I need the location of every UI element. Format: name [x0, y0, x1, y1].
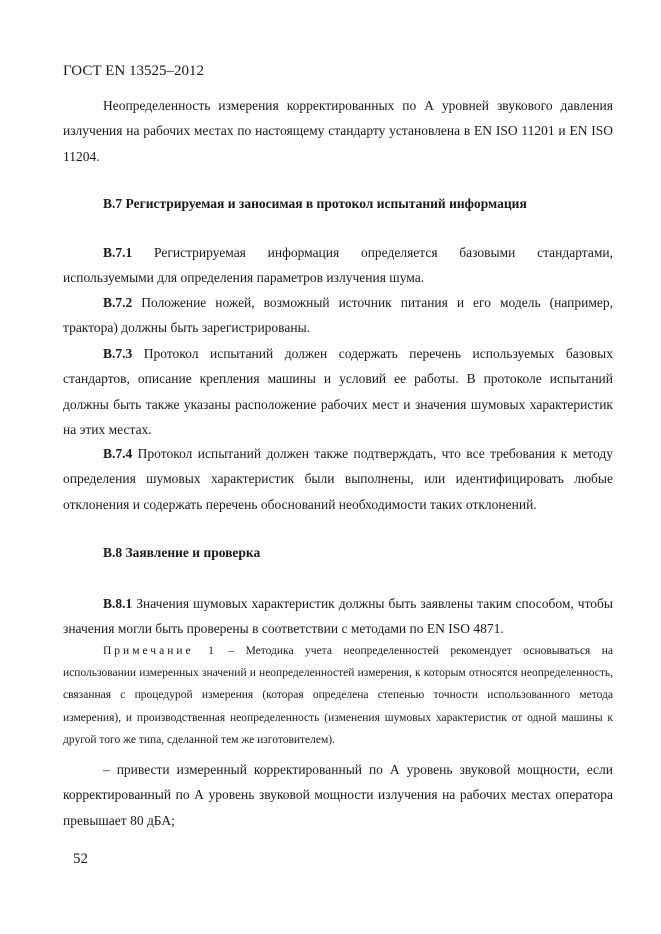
- note-1: [63, 640, 613, 751]
- clause-number: В.7.3: [103, 346, 133, 361]
- dash-list-item: – привести измеренный корректированный по А уровень звуковой мощности, если корректированный по А уровень звуковой мощности излучения на рабочих местах оператора превышает 80 дБА;: [63, 762, 613, 828]
- clause-number: В.7.1: [103, 245, 133, 260]
- clause-text: Протокол испытаний должен также подтверждать, что все требования к методу определения шумовых характеристик были выполнены, или идентифицировать любые отклонения и содержать перечень обоснований необходимости таких отклонений.: [63, 446, 613, 512]
- document-header: ГОСТ EN 13525–2012: [63, 63, 204, 79]
- intro-paragraph: Неопределенность измерения корректированных по А уровней звукового давления излучения на рабочих местах по настоящему стандарту установлена в EN ISO 11201 и EN ISO 11204.: [63, 98, 613, 164]
- paragraph-b7-4: [63, 441, 613, 517]
- clause-text: Регистрируемая информация определяется базовыми стандартами, используемыми для определения параметров излучения шума.: [63, 245, 613, 286]
- clause-text: Значения шумовых характеристик должны быть заявлены таким способом, чтобы значения могли быть проверены в соответствии с методами по EN ISO 4871.: [63, 596, 613, 637]
- section-b8-heading: В.8 Заявление и проверка: [103, 545, 261, 560]
- clause-number: В.7.2: [103, 295, 133, 310]
- paragraph-b7-3: [63, 341, 613, 442]
- page-number: 52: [73, 851, 88, 867]
- note-text: – Методика учета неопределенностей рекомендует основываться на использовании измеренных значений и неопределенностей измерения, к которым относятся неопределенность, связанная с процедурой измерения (которая определена степенью точности использованного метода измерения), и производственная неопределенность (изменения шумовых характеристик от одной машины к другой того же типа, сделанной тем же изготовителем).: [63, 645, 613, 746]
- clause-text: Положение ножей, возможный источник питания и его модель (например, трактора) должны быть зарегистрированы.: [63, 295, 613, 336]
- clause-text: Протокол испытаний должен содержать перечень используемых базовых стандартов, описание крепления машины и условий ее работы. В протоколе испытаний должны быть также указаны расположение рабочих мест и значения шумовых характеристик на этих местах.: [63, 346, 613, 437]
- section-b7-heading: В.7 Регистрируемая и заносимая в протокол испытаний информация: [103, 196, 527, 211]
- note-label: Примечание 1: [103, 645, 217, 657]
- clause-number: В.8.1: [103, 596, 133, 611]
- clause-number: В.7.4: [103, 446, 133, 461]
- paragraph-b8-1: [63, 591, 613, 642]
- paragraph-b7-1: [63, 240, 613, 291]
- paragraph-b7-2: [63, 290, 613, 341]
